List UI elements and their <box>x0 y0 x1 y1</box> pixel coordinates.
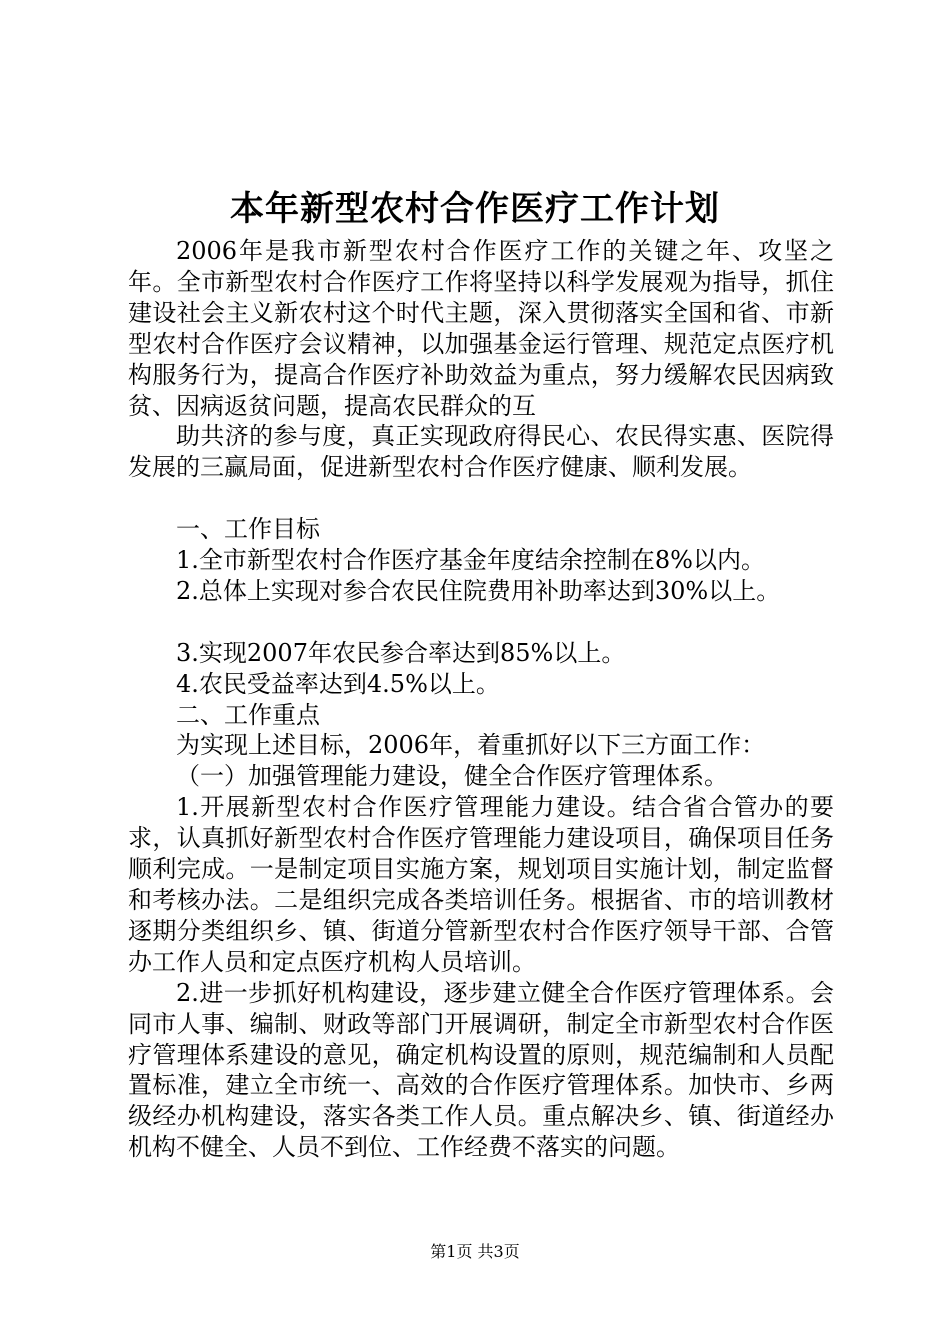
priority-item-2: 2.进一步抓好机构建设，逐步建立健全合作医疗管理体系。会同市人事、编制、财政等部门开展调研，制定全市新型农村合作医疗管理体系建设的意见，确定机构设置的原则，规范编制和人员配置标准，建立全市统一、高效的合作医疗管理体系。加快市、乡两级经办机构建设，落实各类工作人员。重点解决乡、镇、街道经办机构不健全、人员不到位、工作经费不落实的问题。 <box>128 978 834 1162</box>
priorities-intro: 为实现上述目标，2006年，着重抓好以下三方面工作： <box>176 731 766 760</box>
subsection-heading-1: （一）加强管理能力建设，健全合作医疗管理体系。 <box>176 762 728 791</box>
paragraph-spacer <box>128 483 834 514</box>
goal-item-2: 2.总体上实现对参合农民住院费用补助率达到30%以上。 <box>176 576 781 605</box>
goal-item-4: 4.农民受益率达到4.5%以上。 <box>176 669 500 698</box>
goal-item-1: 1.全市新型农村合作医疗基金年度结余控制在8%以内。 <box>176 546 765 575</box>
paragraph-intro: 2006年是我市新型农村合作医疗工作的关键之年、攻坚之年。全市新型农村合作医疗工作将坚持以科学发展观为指导，抓住建设社会主义新农村这个时代主题，深入贯彻落实全国和省、市新型农村合作医疗会议精神，以加强基金运行管理、规范定点医疗机构服务行为，提高合作医疗补助效益为重点，努力缓解农民因病致贫、因病返贫问题，提高农民群众的互 <box>128 237 834 420</box>
goal-item-3: 3.实现2007年农民参合率达到85%以上。 <box>176 638 626 667</box>
document-body <box>128 236 834 1163</box>
priority-item-1: 1.开展新型农村合作医疗管理能力建设。结合省合管办的要求，认真抓好新型农村合作医疗管理能力建设项目，确保项目任务顺利完成。一是制定项目实施方案，规划项目实施计划，制定监督和考核办法。二是组织完成各类培训任务。根据省、市的培训教材逐期分类组织乡、镇、街道分管新型农村合作医疗领导干部、合管办工作人员和定点医疗机构人员培训。 <box>128 793 834 976</box>
paragraph-intro-continued: 助共济的参与度，真正实现政府得民心、农民得实惠、医院得发展的三赢局面，促进新型农村合作医疗健康、顺利发展。 <box>128 422 834 482</box>
page-footer: 第1页 共3页 <box>430 1242 520 1261</box>
document-title: 本年新型农村合作医疗工作计划 <box>230 189 720 229</box>
paragraph-spacer <box>128 607 834 638</box>
section-heading-goals: 一、工作目标 <box>176 515 320 544</box>
section-heading-priorities: 二、工作重点 <box>176 700 320 729</box>
